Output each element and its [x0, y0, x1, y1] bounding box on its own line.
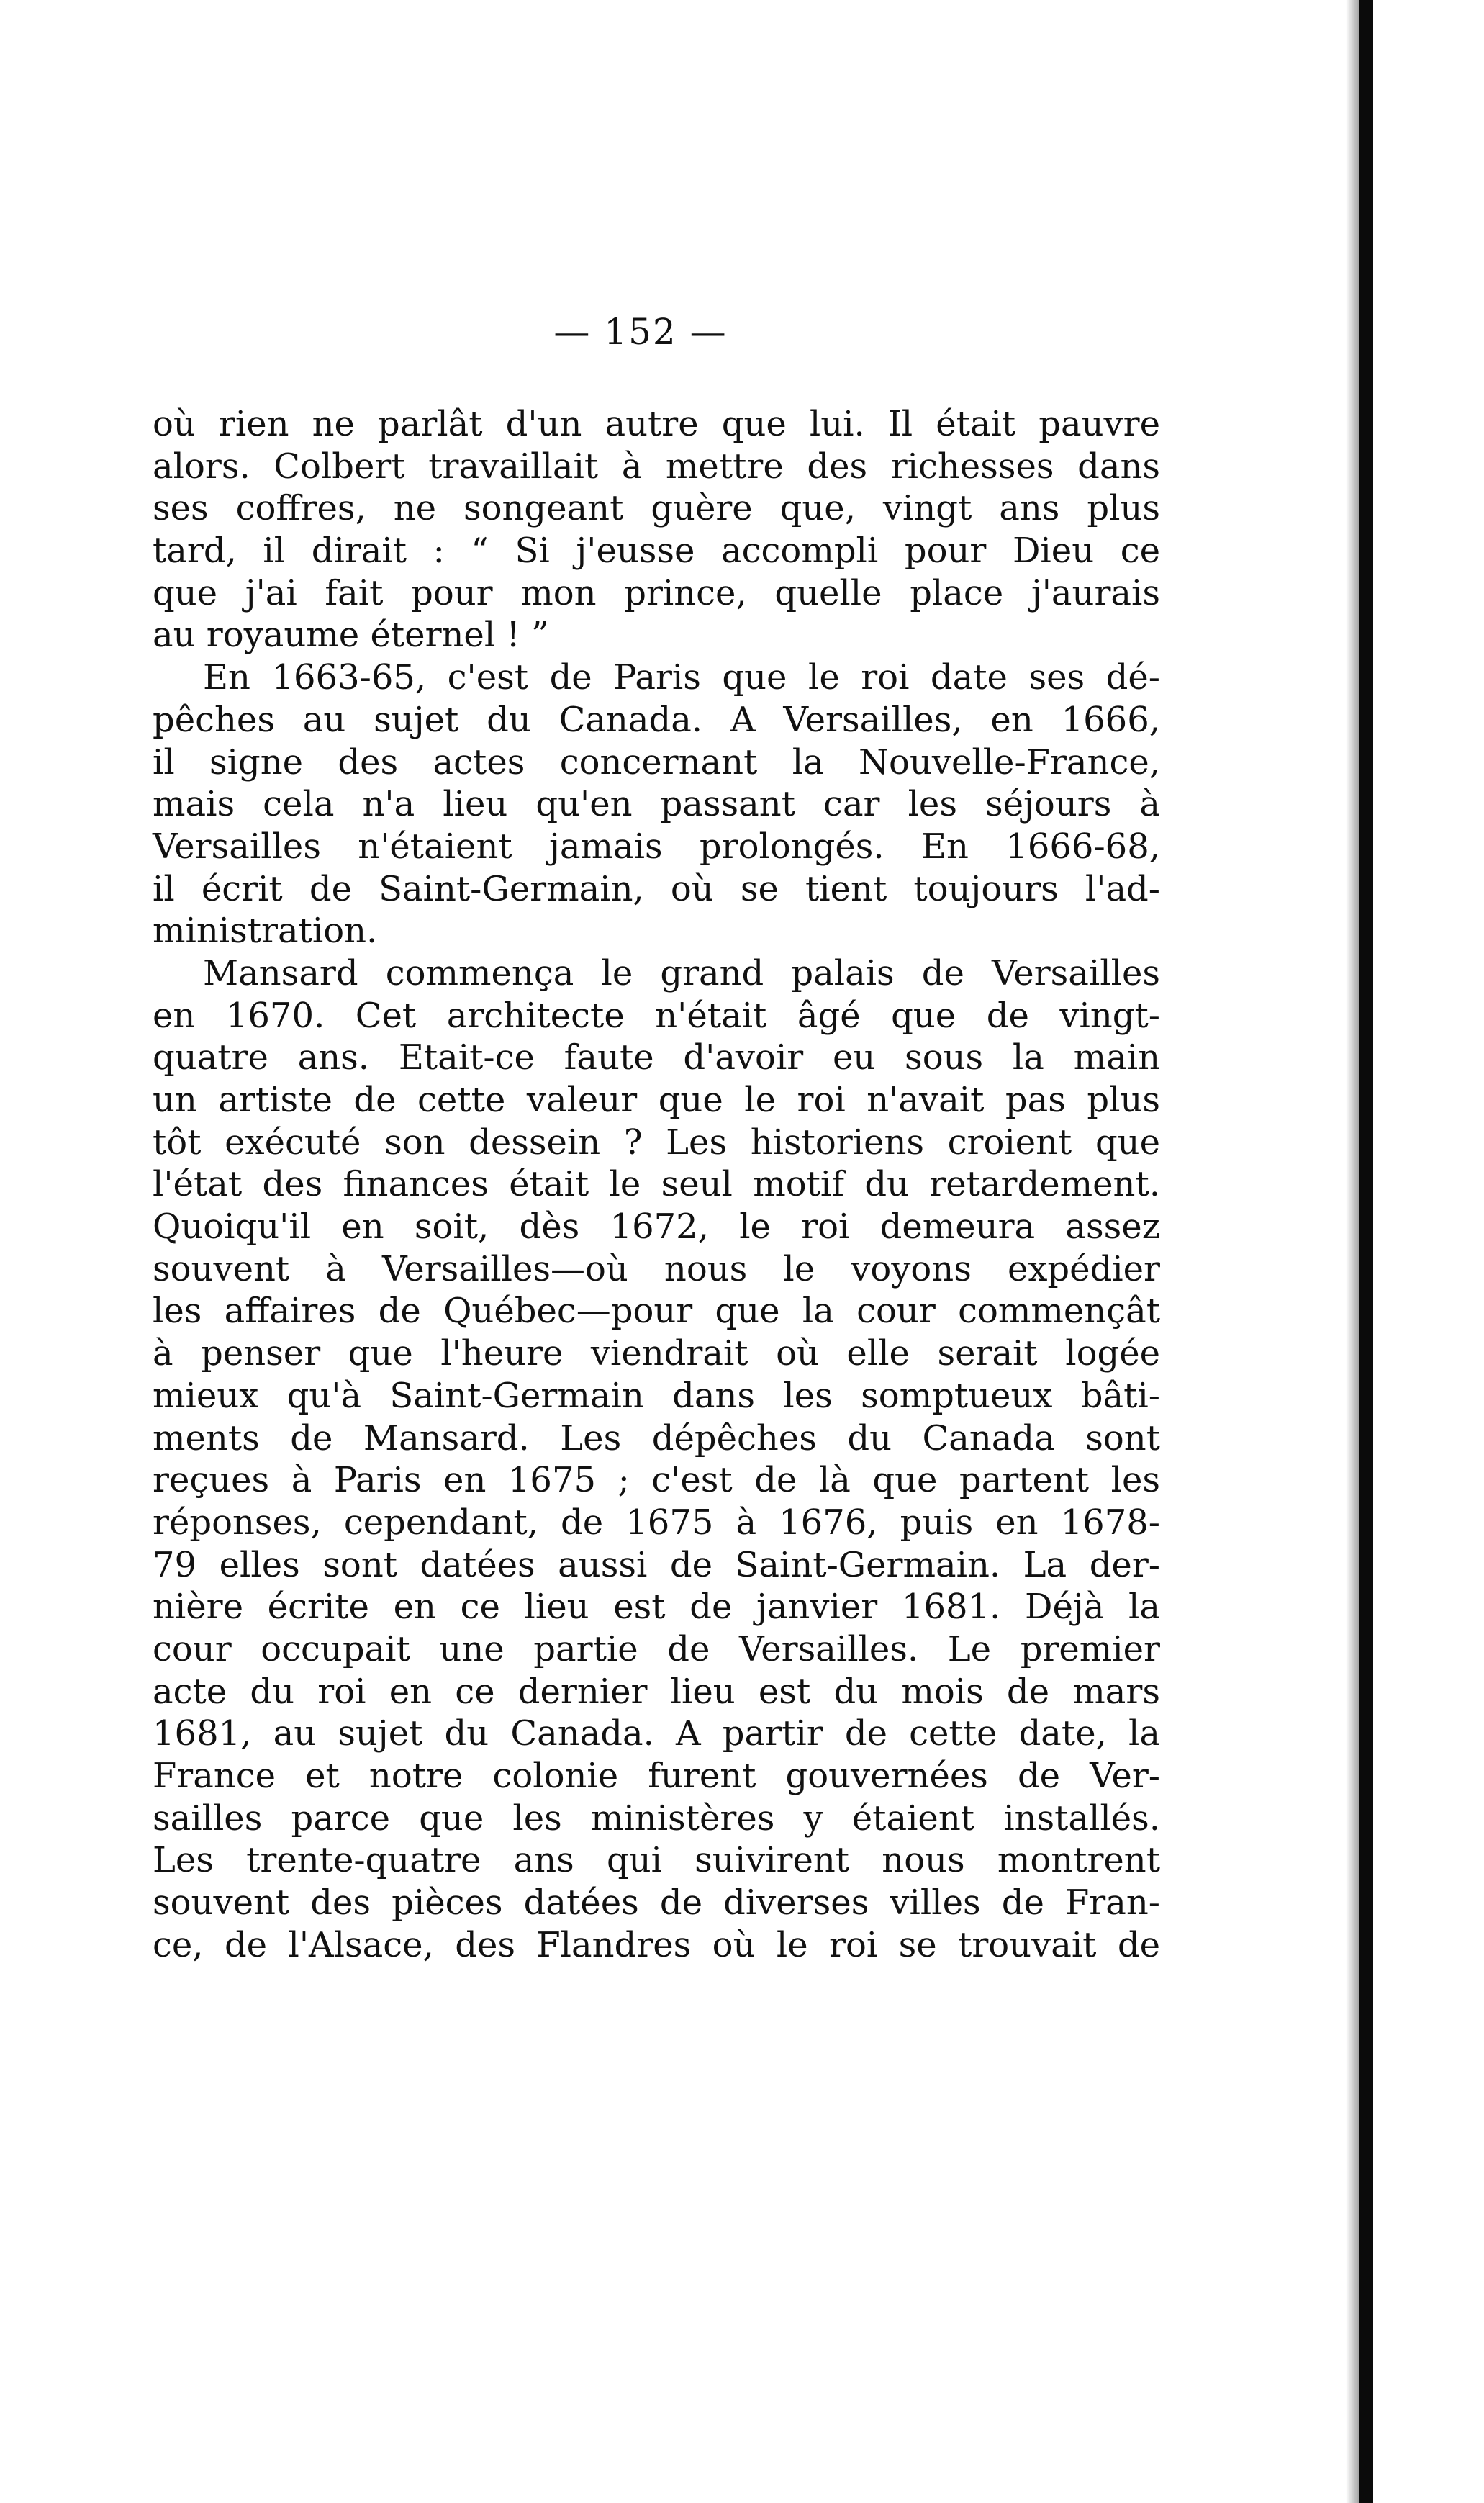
text-line: 1681, au sujet du Canada. A partir de cette date, la: [153, 1713, 1160, 1754]
binding-shadow: [1346, 0, 1359, 2503]
text-line: où rien ne parlât d'un autre que lui. Il était pauvre: [153, 404, 1160, 444]
text-line: nière écrite en ce lieu est de janvier 1681. Déjà la: [153, 1587, 1160, 1628]
text-line: ce, de l'Alsace, des Flandres où le roi se trouvait de: [153, 1924, 1160, 1965]
text-line: réponses, cependant, de 1675 à 1676, puis en 1678-: [153, 1502, 1160, 1543]
text-line: mieux qu'à Saint-Germain dans les somptueux bâti-: [153, 1375, 1160, 1416]
text-line: acte du roi en ce dernier lieu est du mois de mars: [153, 1671, 1160, 1712]
text-line: ments de Mansard. Les dépêches du Canada sont: [153, 1417, 1160, 1458]
text-line: l'état des finances était le seul motif du retardement.: [153, 1164, 1160, 1205]
text-line: cour occupait une partie de Versailles. Le premier: [153, 1628, 1160, 1669]
paragraph-first-line: Mansard commença le grand palais de Versailles: [203, 952, 1160, 993]
text-line: 79 elles sont datées aussi de Saint-Germain. La der-: [153, 1544, 1160, 1585]
paragraph-first-line: En 1663-65, c'est de Paris que le roi date ses dé-: [203, 657, 1160, 698]
text-line: tôt exécuté son dessein ? Les historiens croient que: [153, 1122, 1160, 1163]
text-line: en 1670. Cet architecte n'était âgé que de vingt-: [153, 995, 1160, 1036]
text-line: il écrit de Saint-Germain, où se tient toujours l'ad-: [153, 868, 1160, 909]
text-line: les affaires de Québec—pour que la cour commençât: [153, 1291, 1160, 1332]
text-line: tard, il dirait : “ Si j'eusse accompli pour Dieu ce: [153, 531, 1160, 572]
text-line: souvent à Versailles—où nous le voyons expédier: [153, 1248, 1160, 1289]
text-line: alors. Colbert travaillait à mettre des richesses dans: [153, 446, 1160, 487]
binding-edge: [1359, 0, 1373, 2503]
text-line: pêches au sujet du Canada. A Versailles, en 1666,: [153, 699, 1160, 740]
text-line: reçues à Paris en 1675 ; c'est de là que partent les: [153, 1460, 1160, 1501]
body-text: [153, 403, 1160, 1966]
text-line: sailles parce que les ministères y étaient installés.: [153, 1798, 1160, 1839]
text-line: mais cela n'a lieu qu'en passant car les séjours à: [153, 784, 1160, 825]
text-line: Versailles n'étaient jamais prolongés. En 1666-68,: [153, 826, 1160, 867]
text-line: Les trente-quatre ans qui suivirent nous montrent: [153, 1840, 1160, 1881]
text-line: souvent des pièces datées de diverses villes de Fran-: [153, 1882, 1160, 1924]
text-line: ministration.: [153, 911, 378, 952]
text-line: Quoiqu'il en soit, dès 1672, le roi demeura assez: [153, 1207, 1160, 1248]
text-line: France et notre colonie furent gouvernées de Ver-: [153, 1756, 1160, 1796]
text-line: que j'ai fait pour mon prince, quelle place j'aurais: [153, 572, 1160, 613]
text-line: quatre ans. Etait-ce faute d'avoir eu sous la main: [153, 1037, 1160, 1078]
text-line: un artiste de cette valeur que le roi n'avait pas plus: [153, 1080, 1160, 1120]
text-line: ses coffres, ne songeant guère que, vingt ans plus: [153, 488, 1160, 529]
text-line: il signe des actes concernant la Nouvelle-France,: [153, 741, 1160, 783]
page-number: — 152 —: [553, 311, 728, 353]
text-line: à penser que l'heure viendrait où elle serait logée: [153, 1333, 1160, 1374]
text-line: au royaume éternel ! ”: [153, 615, 549, 656]
